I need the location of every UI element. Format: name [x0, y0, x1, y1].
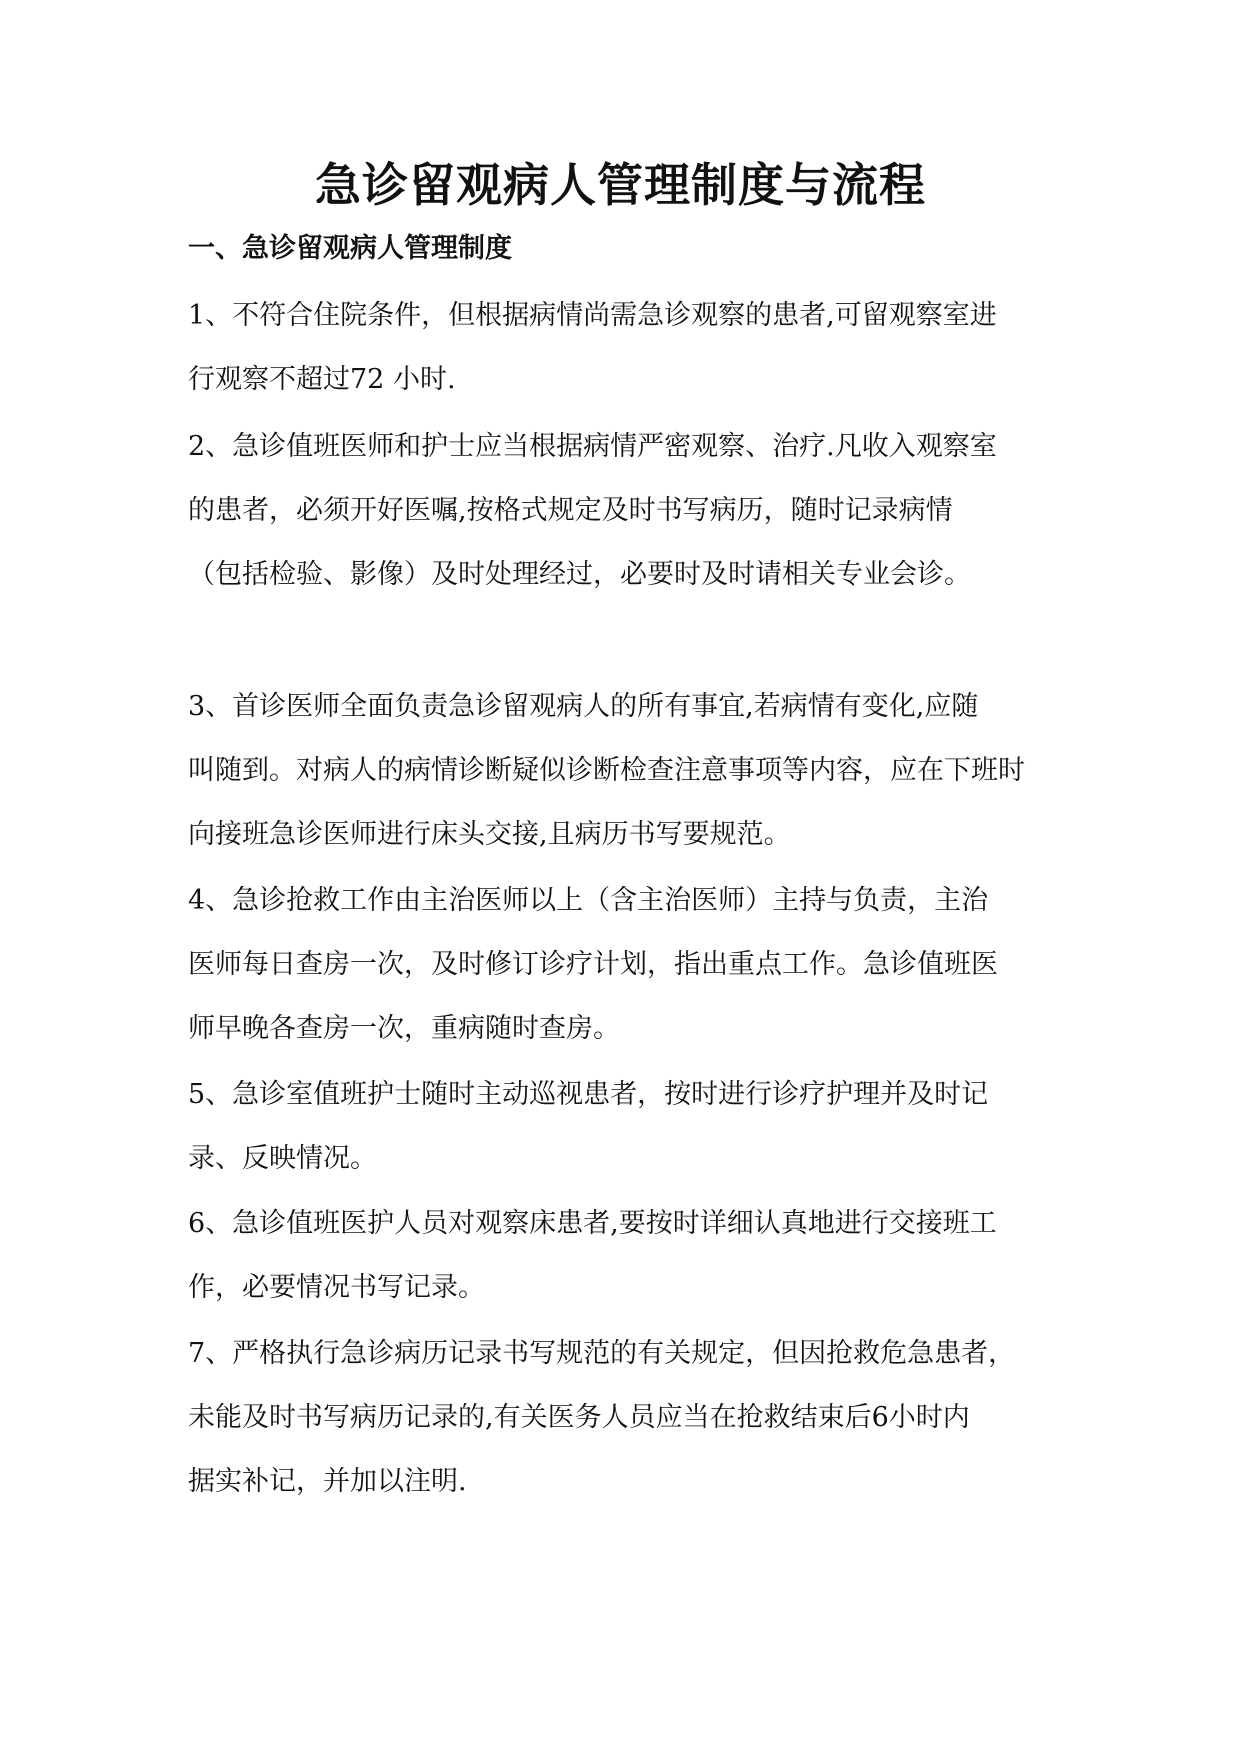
paragraph-line: 1、不符合住院条件，但根据病情尚需急诊观察的患者,可留观察室进	[188, 300, 997, 331]
section-heading: 一、急诊留观病人管理制度	[188, 233, 512, 264]
paragraph-6	[188, 1192, 1058, 1320]
paragraph-line: 未能及时书写病历记录的,有关医务人员应当在抢救结束后6小时内	[188, 1402, 970, 1433]
paragraph-1	[188, 284, 1058, 412]
paragraph-line: 叫随到。对病人的病情诊断疑似诊断检查注意事项等内容，应在下班时	[188, 755, 1025, 786]
paragraph-line: 5、急诊室值班护士随时主动巡视患者，按时进行诊疗护理并及时记	[188, 1079, 989, 1110]
paragraph-line: （包括检验、影像）及时处理经过，必要时及时请相关专业会诊。	[188, 559, 971, 590]
paragraph-2	[188, 415, 1058, 607]
paragraph-7	[188, 1322, 1058, 1514]
paragraph-line: 2、急诊值班医师和护士应当根据病情严密观察、治疗.凡收入观察室	[188, 431, 997, 462]
paragraph-5	[188, 1063, 1058, 1191]
document-title: 急诊留观病人管理制度与流程	[315, 158, 926, 212]
paragraph-line: 的患者，必须开好医嘱,按格式规定及时书写病历，随时记录病情	[188, 495, 953, 526]
paragraph-line: 据实补记，并加以注明.	[188, 1466, 467, 1497]
paragraph-3	[188, 675, 1058, 867]
paragraph-4	[188, 869, 1058, 1061]
paragraph-line: 录、反映情况。	[188, 1143, 377, 1174]
paragraph-line: 4、急诊抢救工作由主治医师以上（含主治医师）主持与负责，主治	[188, 885, 989, 916]
paragraph-line: 向接班急诊医师进行床头交接,且病历书写要规范。	[188, 819, 791, 850]
paragraph-line: 7、严格执行急诊病历记录书写规范的有关规定，但因抢救危急患者，	[188, 1338, 1016, 1369]
paragraph-line: 作，必要情况书写记录。	[188, 1272, 485, 1303]
paragraph-line: 3、首诊医师全面负责急诊留观病人的所有事宜,若病情有变化,应随	[188, 691, 979, 722]
paragraph-line: 行观察不超过72 小时.	[188, 364, 456, 395]
paragraph-line: 师早晚各查房一次，重病随时查房。	[188, 1013, 620, 1044]
paragraph-line: 6、急诊值班医护人员对观察床患者,要按时详细认真地进行交接班工	[188, 1208, 997, 1239]
paragraph-line: 医师每日查房一次，及时修订诊疗计划，指出重点工作。急诊值班医	[188, 949, 998, 980]
